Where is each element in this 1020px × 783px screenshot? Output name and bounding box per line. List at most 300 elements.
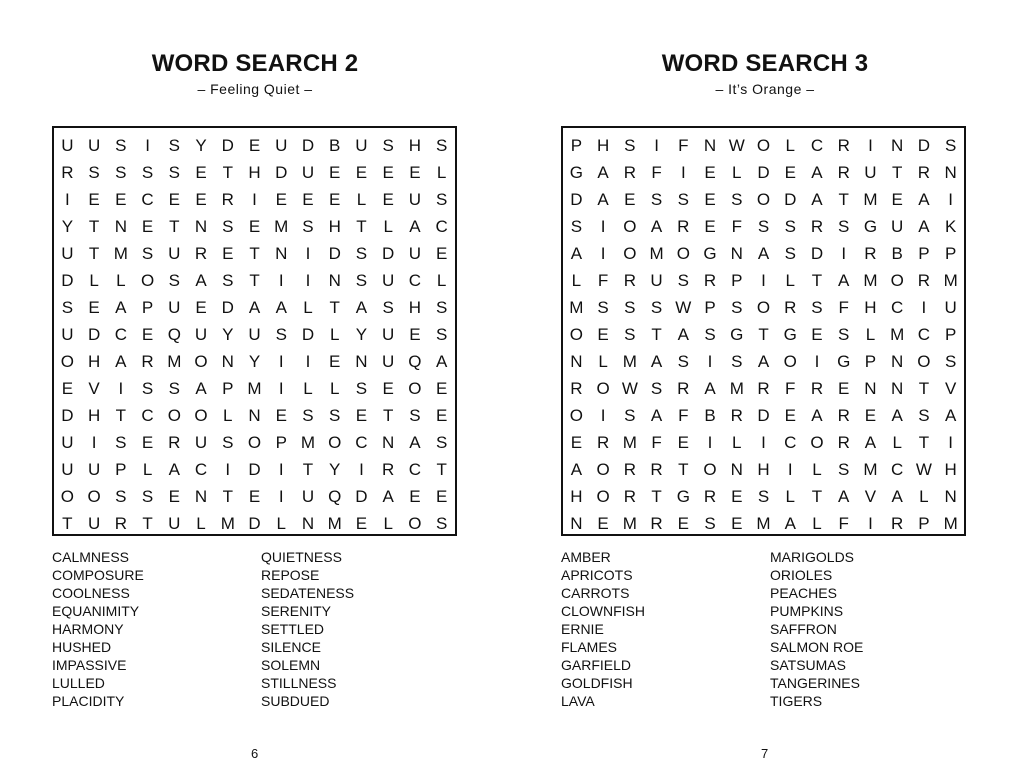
grid-letter: S xyxy=(355,378,368,398)
grid-letter: R xyxy=(677,216,690,236)
grid-letter: A xyxy=(784,513,796,533)
grid-letter: L xyxy=(598,351,608,371)
grid-letter: R xyxy=(623,459,636,479)
grid-letter: C xyxy=(194,459,208,479)
grid-letter: R xyxy=(623,486,636,506)
grid-letter: D xyxy=(757,162,770,182)
grid-letter: A xyxy=(838,486,850,506)
grid-letter: I xyxy=(252,189,257,209)
grid-letter: L xyxy=(116,270,126,290)
grid-letter: H xyxy=(570,486,583,506)
grid-letter: R xyxy=(757,378,770,398)
grid-letter: S xyxy=(141,378,154,398)
grid-letter: G xyxy=(730,324,744,344)
grid-letter: G xyxy=(569,162,583,182)
grid-letter: E xyxy=(811,324,823,344)
grid-row xyxy=(54,348,455,375)
grid-letter: M xyxy=(247,378,262,398)
grid-letter: P xyxy=(731,270,743,290)
grid-letter: E xyxy=(704,162,716,182)
grid-letter: O xyxy=(408,513,422,533)
grid-letter: N xyxy=(355,351,368,371)
word-list-item: SAFFRON xyxy=(770,621,837,637)
grid-letter: P xyxy=(141,297,154,317)
word-list-item: SATSUMAS xyxy=(770,657,846,673)
grid-letter: U xyxy=(864,162,877,182)
grid-letter: S xyxy=(784,216,796,236)
grid-letter: O xyxy=(890,270,904,290)
grid-letter: S xyxy=(650,297,663,317)
grid-letter: T xyxy=(811,486,823,506)
grid-letter: R xyxy=(168,432,181,452)
grid-letter: O xyxy=(596,459,610,479)
grid-letter: O xyxy=(756,297,771,317)
grid-letter: F xyxy=(678,405,689,425)
grid-letter: S xyxy=(624,135,636,155)
grid-letter: U xyxy=(650,270,663,290)
grid-letter: E xyxy=(275,189,287,209)
grid-letter: E xyxy=(435,378,448,398)
grid-letter: S xyxy=(624,405,636,425)
grid-letter: M xyxy=(943,270,958,290)
grid-letter: N xyxy=(194,486,208,506)
grid-row xyxy=(563,321,964,348)
grid-letter: L xyxy=(865,324,876,344)
grid-letter: S xyxy=(115,162,127,182)
word-list-item: TIGERS xyxy=(770,693,823,709)
grid-letter: U xyxy=(944,297,957,317)
grid-letter: D xyxy=(328,243,341,263)
grid-row xyxy=(54,213,455,240)
grid-letter: T xyxy=(222,162,233,182)
grid-letter: I xyxy=(600,243,606,263)
grid-letter: T xyxy=(838,189,849,209)
grid-letter: C xyxy=(355,432,368,452)
grid-letter: O xyxy=(167,405,181,425)
grid-letter: S xyxy=(704,513,716,533)
word-list-item: SILENCE xyxy=(261,639,321,655)
grid-letter: I xyxy=(278,270,284,290)
grid-letter: E xyxy=(731,513,743,533)
grid-letter: L xyxy=(196,513,206,533)
grid-letter: I xyxy=(787,459,793,479)
grid-letter: A xyxy=(677,324,689,344)
grid-letter: E xyxy=(61,378,74,398)
grid-letter: T xyxy=(115,405,127,425)
grid-letter: R xyxy=(864,243,877,263)
grid-letter: U xyxy=(168,243,181,263)
grid-letter: S xyxy=(918,405,930,425)
grid-letter: A xyxy=(409,432,421,452)
grid-letter: B xyxy=(891,243,903,263)
grid-letter: R xyxy=(837,432,850,452)
grid-letter: A xyxy=(435,351,448,371)
grid-letter: A xyxy=(570,459,583,479)
grid-letter: I xyxy=(948,432,954,452)
letter-grid xyxy=(561,126,966,536)
grid-letter: E xyxy=(677,513,689,533)
grid-letter: U xyxy=(248,324,261,344)
grid-letter: P xyxy=(275,432,287,452)
grid-letter: S xyxy=(731,189,743,209)
puzzle-subtitle: – Feeling Quiet – xyxy=(197,81,313,97)
grid-letter: S xyxy=(168,162,180,182)
grid-letter: U xyxy=(891,216,904,236)
grid-letter: A xyxy=(918,216,930,236)
grid-letter: D xyxy=(61,270,74,290)
grid-letter: D xyxy=(382,243,395,263)
grid-letter: R xyxy=(837,405,850,425)
grid-letter: E xyxy=(409,486,421,506)
grid-letter: U xyxy=(168,513,181,533)
grid-letter: E xyxy=(355,513,368,533)
word-list-item: STILLNESS xyxy=(261,675,337,691)
grid-letter: A xyxy=(811,405,823,425)
grid-letter: T xyxy=(678,459,689,479)
grid-letter: E xyxy=(435,243,448,263)
grid-letter: L xyxy=(732,162,742,182)
grid-row xyxy=(54,240,455,267)
grid-letter: H xyxy=(408,297,422,317)
grid-letter: R xyxy=(650,513,663,533)
grid-letter: I xyxy=(65,189,70,209)
grid-letter: D xyxy=(810,243,824,263)
grid-letter: I xyxy=(600,405,606,425)
grid-letter: N xyxy=(944,486,957,506)
grid-letter: M xyxy=(622,432,637,452)
grid-letter: S xyxy=(115,135,127,155)
grid-letter: I xyxy=(278,378,284,398)
word-list-item: SETTLED xyxy=(261,621,325,637)
grid-letter: T xyxy=(88,216,100,236)
grid-letter: L xyxy=(732,432,742,452)
word-list-item: HUSHED xyxy=(52,639,112,655)
grid-letter: H xyxy=(87,351,101,371)
grid-row xyxy=(54,375,455,402)
grid-row xyxy=(563,213,964,240)
grid-letter: E xyxy=(168,486,180,506)
grid-letter: T xyxy=(142,513,153,533)
grid-letter: L xyxy=(436,270,447,290)
grid-letter: F xyxy=(651,162,662,182)
grid-letter: C xyxy=(917,324,931,344)
puzzle-subtitle: – It’s Orange – xyxy=(715,81,815,97)
grid-letter: S xyxy=(435,297,448,317)
grid-letter: F xyxy=(731,216,742,236)
grid-letter: H xyxy=(944,459,957,479)
grid-letter: P xyxy=(222,378,234,398)
grid-letter: E xyxy=(195,189,207,209)
grid-letter: L xyxy=(383,513,393,533)
grid-letter: E xyxy=(704,189,716,209)
grid-letter: U xyxy=(61,135,74,155)
grid-letter: R xyxy=(837,135,850,155)
grid-letter: U xyxy=(408,189,422,209)
grid-row xyxy=(54,159,455,186)
grid-letter: A xyxy=(811,189,823,209)
grid-letter: S xyxy=(838,459,850,479)
grid-row xyxy=(54,402,455,429)
grid-letter: T xyxy=(382,405,394,425)
grid-letter: S xyxy=(435,135,448,155)
grid-letter: D xyxy=(221,135,234,155)
grid-letter: A xyxy=(168,459,180,479)
grid-letter: T xyxy=(651,486,662,506)
grid-letter: O xyxy=(194,405,208,425)
grid-letter: E xyxy=(409,324,421,344)
grid-letter: L xyxy=(919,486,929,506)
grid-letter: A xyxy=(757,243,770,263)
grid-row xyxy=(563,456,964,483)
grid-letter: P xyxy=(704,297,716,317)
grid-letter: I xyxy=(359,459,364,479)
grid-letter: N xyxy=(730,459,743,479)
grid-letter: C xyxy=(810,135,824,155)
grid-letter: N xyxy=(328,270,341,290)
grid-letter: C xyxy=(141,405,154,425)
grid-letter: T xyxy=(918,432,930,452)
grid-letter: I xyxy=(921,297,927,317)
right-page xyxy=(510,0,1020,783)
grid-letter: C xyxy=(435,216,448,236)
grid-letter: S xyxy=(329,405,341,425)
word-list-item: FLAMES xyxy=(561,639,618,655)
grid-letter: L xyxy=(329,324,340,344)
word-list-item: GOLDFISH xyxy=(561,675,633,691)
grid-letter: S xyxy=(731,297,743,317)
grid-letter: S xyxy=(435,432,448,452)
grid-letter: R xyxy=(917,162,931,182)
grid-letter: Q xyxy=(167,324,181,344)
grid-letter: D xyxy=(221,297,234,317)
word-list-item: ORIOLES xyxy=(770,567,833,583)
grid-letter: M xyxy=(729,378,744,398)
grid-letter: S xyxy=(731,351,743,371)
grid-letter: H xyxy=(596,135,610,155)
grid-letter: L xyxy=(571,270,582,290)
word-list-item: SUBDUED xyxy=(261,693,330,709)
grid-letter: Y xyxy=(61,216,74,236)
grid-letter: E xyxy=(168,189,180,209)
grid-letter: N xyxy=(891,378,904,398)
grid-letter: D xyxy=(275,162,288,182)
grid-letter: D xyxy=(301,135,315,155)
grid-letter: T xyxy=(758,324,769,344)
word-list xyxy=(52,549,461,711)
grid-letter: T xyxy=(169,216,180,236)
grid-letter: E xyxy=(891,189,903,209)
grid-row xyxy=(563,483,964,510)
grid-letter: Y xyxy=(195,135,207,155)
word-list-item: PEACHES xyxy=(770,585,837,601)
grid-letter: I xyxy=(600,216,606,236)
grid-letter: E xyxy=(141,432,154,452)
grid-letter: O xyxy=(623,243,637,263)
grid-letter: O xyxy=(676,243,690,263)
grid-letter: A xyxy=(891,405,903,425)
grid-letter: U xyxy=(382,324,395,344)
grid-letter: S xyxy=(355,270,368,290)
grid-letter: S xyxy=(355,243,368,263)
grid-letter: E xyxy=(248,486,261,506)
grid-letter: M xyxy=(167,351,182,371)
grid-letter: R xyxy=(810,378,824,398)
grid-letter: D xyxy=(87,324,101,344)
word-list xyxy=(561,549,970,711)
grid-letter: U xyxy=(61,459,74,479)
word-list-item: CLOWNFISH xyxy=(561,603,645,619)
grid-letter: E xyxy=(570,432,583,452)
grid-letter: T xyxy=(249,270,260,290)
grid-letter: L xyxy=(303,297,313,317)
grid-letter: S xyxy=(704,324,716,344)
grid-letter: M xyxy=(863,270,878,290)
grid-letter: M xyxy=(220,513,235,533)
grid-letter: S xyxy=(409,405,421,425)
grid-letter: E xyxy=(704,216,716,236)
grid-letter: A xyxy=(704,378,716,398)
grid-letter: M xyxy=(890,324,905,344)
grid-letter: A xyxy=(115,297,127,317)
grid-letter: E xyxy=(382,378,394,398)
grid-letter: A xyxy=(891,486,903,506)
grid-letter: G xyxy=(837,351,851,371)
grid-letter: A xyxy=(650,351,663,371)
grid-letter: R xyxy=(703,270,717,290)
grid-letter: A xyxy=(355,297,368,317)
grid-letter: S xyxy=(302,405,314,425)
grid-letter: N xyxy=(301,513,315,533)
grid-letter: E xyxy=(435,486,448,506)
grid-letter: R xyxy=(730,405,743,425)
grid-letter: U xyxy=(355,135,368,155)
word-list-item: SERENITY xyxy=(261,603,332,619)
grid-letter: E xyxy=(409,162,421,182)
grid-letter: D xyxy=(784,189,797,209)
grid-letter: E xyxy=(597,324,609,344)
grid-letter: S xyxy=(141,162,154,182)
word-list-item: IMPASSIVE xyxy=(52,657,127,673)
grid-letter: N xyxy=(570,513,583,533)
grid-letter: L xyxy=(356,189,367,209)
grid-letter: L xyxy=(329,378,340,398)
grid-letter: E xyxy=(88,189,100,209)
puzzle-title: WORD SEARCH 2 xyxy=(151,50,359,77)
grid-letter: U xyxy=(275,135,288,155)
grid-letter: F xyxy=(838,297,849,317)
grid-letter: S xyxy=(650,378,663,398)
grid-letter: O xyxy=(408,378,422,398)
grid-letter: L xyxy=(812,459,822,479)
grid-letter: V xyxy=(944,378,957,398)
grid-letter: L xyxy=(142,459,153,479)
grid-letter: P xyxy=(918,513,930,533)
grid-letter: S xyxy=(435,513,448,533)
grid-letter: N xyxy=(570,351,583,371)
grid-letter: N xyxy=(730,243,743,263)
grid-letter: U xyxy=(194,324,208,344)
grid-letter: R xyxy=(141,351,154,371)
grid-letter: O xyxy=(810,432,824,452)
grid-letter: E xyxy=(115,189,127,209)
word-list-item: PUMPKINS xyxy=(770,603,844,619)
grid-letter: F xyxy=(838,513,849,533)
grid-letter: O xyxy=(917,351,931,371)
grid-letter: V xyxy=(864,486,877,506)
grid-letter: A xyxy=(570,243,583,263)
puzzle-title: WORD SEARCH 3 xyxy=(661,50,869,77)
grid-letter: E xyxy=(355,162,368,182)
grid-letter: U xyxy=(87,513,101,533)
grid-letter: A xyxy=(650,216,663,236)
word-list-item: HARMONY xyxy=(52,621,124,637)
grid-letter: A xyxy=(757,351,770,371)
grid-letter: Y xyxy=(248,351,261,371)
grid-letter: E xyxy=(329,162,341,182)
grid-letter: I xyxy=(761,270,766,290)
word-list-item: LAVA xyxy=(561,693,595,709)
grid-letter: S xyxy=(168,270,180,290)
grid-letter: S xyxy=(222,270,234,290)
grid-row xyxy=(563,510,964,537)
grid-letter: M xyxy=(622,351,637,371)
grid-row xyxy=(563,375,964,402)
grid-letter: P xyxy=(944,324,957,344)
grid-letter: M xyxy=(756,513,771,533)
grid-letter: U xyxy=(61,324,74,344)
grid-letter: S xyxy=(382,297,394,317)
grid-letter: D xyxy=(248,513,261,533)
grid-letter: M xyxy=(300,432,316,452)
grid-letter: Y xyxy=(329,459,341,479)
grid-letter: Y xyxy=(222,324,234,344)
grid-letter: R xyxy=(623,270,636,290)
grid-letter: O xyxy=(783,351,797,371)
word-list-item: SEDATENESS xyxy=(261,585,355,601)
grid-letter: I xyxy=(948,189,954,209)
grid-letter: R xyxy=(623,162,636,182)
word-list-item: LULLED xyxy=(52,675,105,691)
grid-letter: L xyxy=(89,270,99,290)
grid-letter: O xyxy=(87,486,101,506)
grid-letter: T xyxy=(249,243,260,263)
grid-letter: E xyxy=(677,432,689,452)
grid-letter: O xyxy=(569,405,583,425)
grid-letter: I xyxy=(145,135,150,155)
word-list-item: REPOSE xyxy=(261,567,320,583)
grid-letter: D xyxy=(757,405,770,425)
grid-letter: O xyxy=(569,324,583,344)
grid-letter: E xyxy=(784,162,796,182)
grid-letter: D xyxy=(248,459,261,479)
grid-letter: A xyxy=(918,189,930,209)
grid-letter: F xyxy=(651,432,662,452)
grid-letter: O xyxy=(596,486,610,506)
grid-letter: C xyxy=(891,297,904,317)
page-number: 6 xyxy=(251,746,259,761)
grid-letter: H xyxy=(248,162,261,182)
word-list-item: CARROTS xyxy=(561,585,630,601)
grid-letter: N xyxy=(891,351,904,371)
grid-letter: N xyxy=(864,378,877,398)
grid-row xyxy=(54,186,455,213)
grid-row xyxy=(563,402,964,429)
grid-letter: H xyxy=(408,135,422,155)
grid-letter: M xyxy=(622,513,637,533)
grid-letter: N xyxy=(248,405,261,425)
grid-letter: I xyxy=(118,378,124,398)
grid-letter: O xyxy=(756,135,771,155)
